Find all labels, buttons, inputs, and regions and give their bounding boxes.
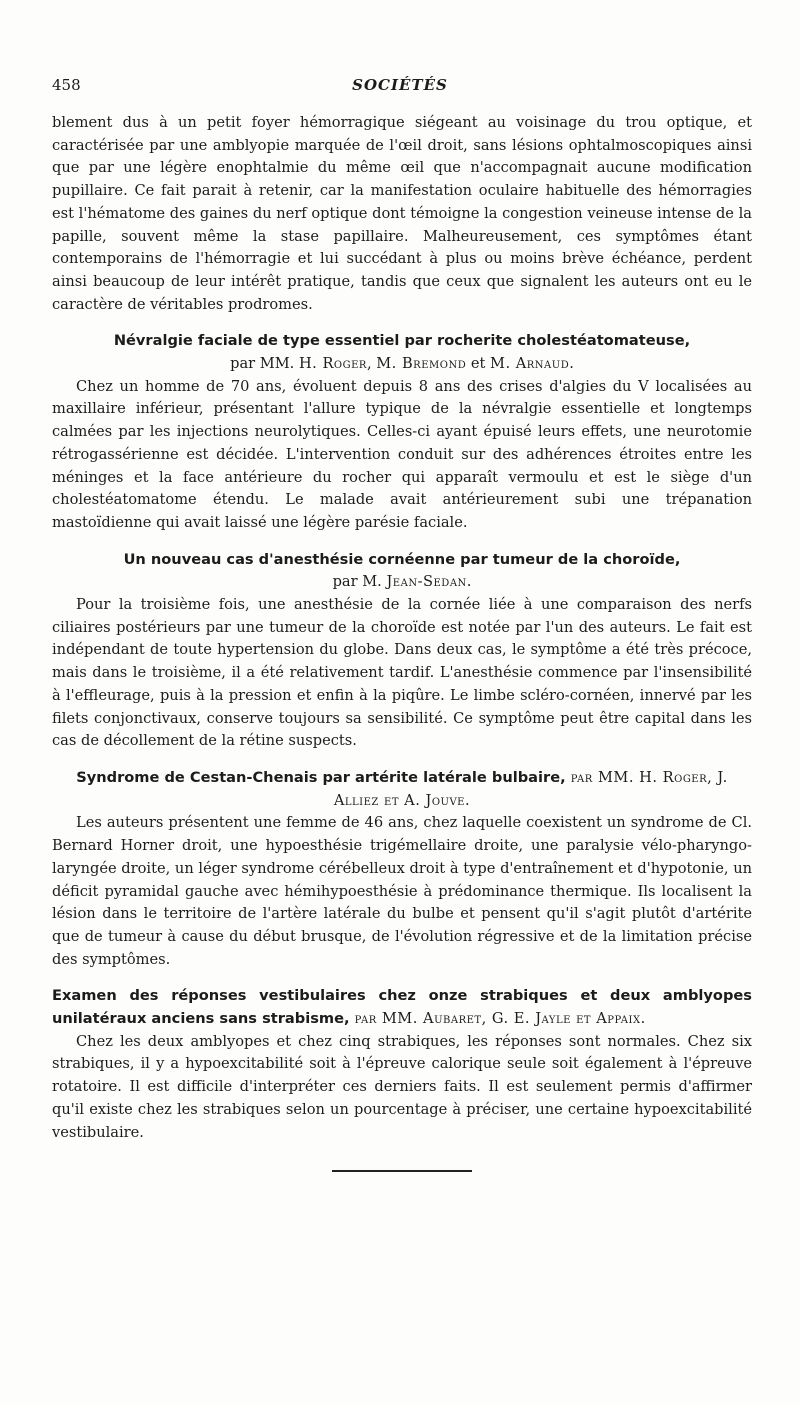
author-name: Jean-Sedan (386, 573, 467, 591)
author-name: H. Roger (298, 355, 367, 373)
section-text: Pour la troisième fois, une anesthésie de la cornée liée à une comparaison des nerfs ciliaires postérieurs par une tumeur de la choroïde est notée par l'un des auteurs. Le fait est indépendant de toute hypertension du globe. Dans deux cas, le symptôme a été très précoce, mais dans le troisième, il a été relativement tardif. L'anesthésie commence par l'insensibilité à l'effleurage, puis à la pression et enfin à la piqûre. Le limbe scléro-cornéen, innervé par les filets conjonctivaux, conserve toujours sa sensibilité. Ce symptôme peut être capital dans les cas de décollement de la rétine suspects. (52, 596, 752, 750)
author-name: G. E. Jayle (491, 1010, 571, 1028)
page-number: 458 (52, 76, 81, 94)
section-anesthesie (52, 549, 752, 753)
authors-end: . (640, 1010, 646, 1028)
author-name: A. Jouve (404, 791, 465, 809)
author-name: J. Alliez (333, 768, 728, 809)
author-name: M. Arnaud (490, 355, 570, 373)
article-body (52, 112, 752, 1172)
section-text: Les auteurs présentent une femme de 46 ans, chez laquelle coexistent un syndrome de Cl. Bernard Horner droit, une hypoesthésie trigémellaire droite, une paralysie vélo-pharyngo-laryngée droite, un léger syndrome cérébelleux droit à type d'entraînement et d'hypotonie, un déficit pyramidal gauche avec hémihypoesthésie à prédominance thermique. Ils localisent la lésion dans le territoire de l'artère latérale du bulbe et pensent qu'il s'agit plutôt d'artérite que de tumeur à cause du début brusque, de l'évolution régressive et de la limitation précise des symptômes. (52, 814, 752, 968)
authors-end: . (569, 355, 574, 373)
section-authors (355, 1010, 646, 1027)
authors-separator: et (384, 791, 400, 809)
section-authors (52, 353, 752, 376)
section-authors (52, 571, 752, 594)
section-title-text: Syndrome de Cestan-Chenais par artérite latérale bulbaire, (76, 768, 566, 786)
end-rule (332, 1170, 472, 1172)
authors-prefix: par MM. (230, 355, 295, 373)
authors-separator: et (576, 1010, 592, 1028)
author-name: Aubaret (423, 1010, 482, 1028)
page-header (52, 76, 748, 100)
authors-separator: , (481, 1010, 487, 1028)
section-nevralgie (52, 330, 752, 534)
author-name: M. Bremond (376, 355, 467, 373)
authors-prefix: par M. (332, 573, 382, 591)
section-vestibulaires (52, 985, 752, 1144)
section-title-text: Examen des réponses vestibulaires chez onze strabiques et deux amblyopes unilatéraux anciens sans strabisme, (52, 987, 752, 1028)
authors-prefix: par MM. (570, 768, 634, 786)
author-name: H. Roger (639, 768, 708, 786)
authors-end: . (466, 573, 472, 591)
section-cestan-chenais (52, 767, 752, 971)
section-text: Chez un homme de 70 ans, évoluent depuis 8 ans des crises d'algies du V localisées au maxillaire inférieur, présentant l'allure typique de la névralgie essentielle et longtemps calmées par les injections neurolytiques. Celles-ci ayant épuisé leurs effets, une neurotomie rétrogassérienne est décidée. L'intervention conduit sur des adhérences étroites entre les méninges et la face antérieure du rocher qui apparaît vermoulu et est le siège d'un cholestéatomatome étendu. Le malade avait antérieurement subi une trépanation mastoïdienne qui avait laissé une légère parésie faciale. (52, 377, 752, 531)
running-head: SOCIÉTÉS (352, 76, 448, 94)
authors-separator: et (470, 355, 486, 373)
intro-paragraph: blement dus à un petit foyer hémorragique siégeant au voisinage du trou optique, et caractérisée par une amblyopie marquée de l'œil droit, sans lésions ophtalmoscopiques ainsi que par une légère enophtalmie du même œil que n'accompagnait aucune modification pupillaire. Ce fait parait à retenir, car la manifestation oculaire habituelle des hémorragies est l'hématome des gaines du nerf optique dont témoigne la congestion veineuse intense de la papille, souvent même la stase papillaire. Malheureusement, ces symptômes étant contemporains de l'hémorragie et lui succédant à plus ou moins brève échéance, perdent ainsi beaucoup de leur intérêt pratique, tandis que ceux que signalent les auteurs ont eu le caractère de véritables prodromes. (52, 114, 752, 313)
section-title (52, 767, 752, 812)
section-title (52, 985, 752, 1030)
section-title: Un nouveau cas d'anesthésie cornéenne par tumeur de la choroïde, (123, 550, 681, 568)
author-name: Appaix (596, 1010, 641, 1028)
authors-end: . (464, 791, 471, 809)
authors-separator: , (366, 355, 372, 373)
section-title: Névralgie faciale de type essentiel par rocherite cholestéatomateuse, (113, 332, 691, 350)
authors-separator: , (707, 768, 713, 786)
section-text: Chez les deux amblyopes et chez cinq strabiques, les réponses sont normales. Chez six strabiques, il y a hypoexcitabilité soit à l'épreuve calorique seule soit également à l'épreuve rotatoire. Il est difficile d'interpréter ces derniers faits. Il est seulement permis d'affirmer qu'il existe chez les strabiques selon un pourcentage à préciser, une certaine hypoexcitabilité vestibulaire. (52, 1032, 752, 1141)
authors-prefix: par MM. (354, 1010, 418, 1028)
